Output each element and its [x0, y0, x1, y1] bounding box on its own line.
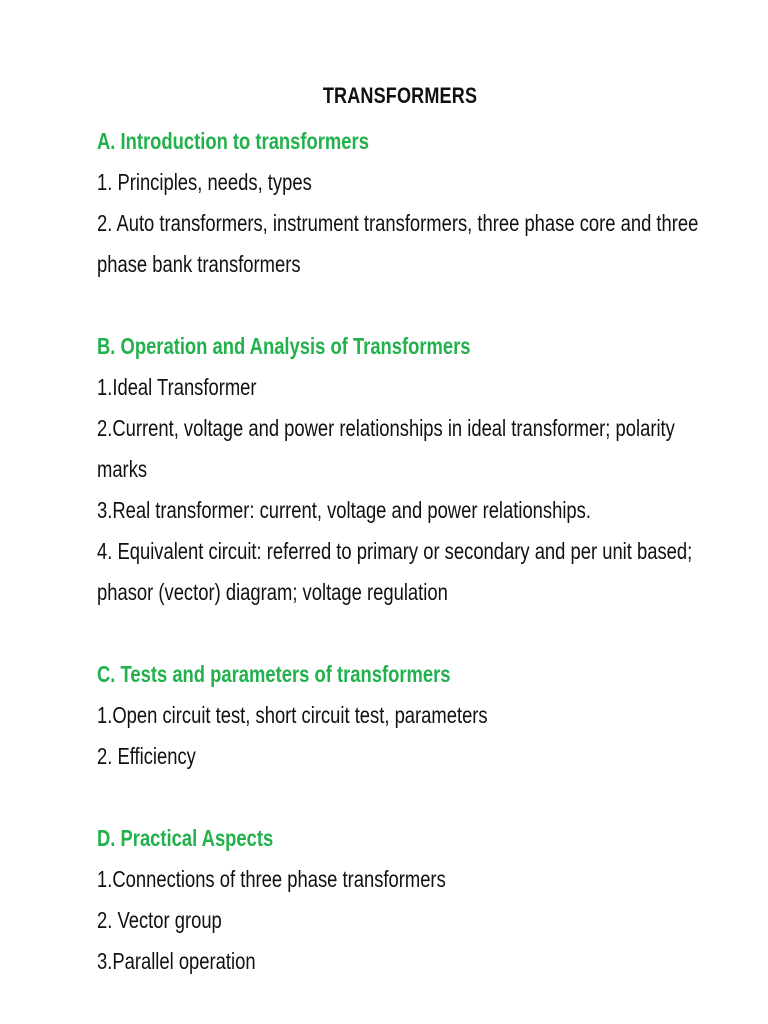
section-heading-b: B. Operation and Analysis of Transformers	[97, 333, 471, 359]
section-b-line-5: 4. Equivalent circuit: referred to primary or secondary and per unit based;	[97, 538, 693, 564]
section-d-line-3: 3.Parallel operation	[97, 948, 256, 974]
section-b-line-1: 1.Ideal Transformer	[97, 374, 257, 400]
section-b-line-6: phasor (vector) diagram; voltage regulation	[97, 579, 448, 605]
section-a-line-1: 1. Principles, needs, types	[97, 169, 312, 195]
section-d-line-1: 1.Connections of three phase transformers	[97, 866, 446, 892]
section-heading-d: D. Practical Aspects	[97, 825, 274, 851]
section-d-line-2: 2. Vector group	[97, 907, 222, 933]
section-spacer	[97, 285, 657, 326]
document-body	[97, 121, 699, 982]
document-title: TRANSFORMERS	[322, 83, 478, 108]
section-b-line-4: 3.Real transformer: current, voltage and power relationships.	[97, 497, 591, 523]
section-heading-a: A. Introduction to transformers	[97, 128, 369, 154]
section-spacer	[97, 613, 657, 654]
section-heading-c: C. Tests and parameters of transformers	[97, 661, 451, 687]
section-a-line-2: 2. Auto transformers, instrument transformers, three phase core and three	[97, 210, 699, 236]
section-c-line-2: 2. Efficiency	[97, 743, 196, 769]
section-c-line-1: 1.Open circuit test, short circuit test, parameters	[97, 702, 488, 728]
section-b-line-2: 2.Current, voltage and power relationships in ideal transformer; polarity	[97, 415, 675, 441]
section-a-line-3: phase bank transformers	[97, 251, 301, 277]
section-spacer	[97, 777, 657, 818]
section-b-line-3: marks	[97, 456, 148, 482]
